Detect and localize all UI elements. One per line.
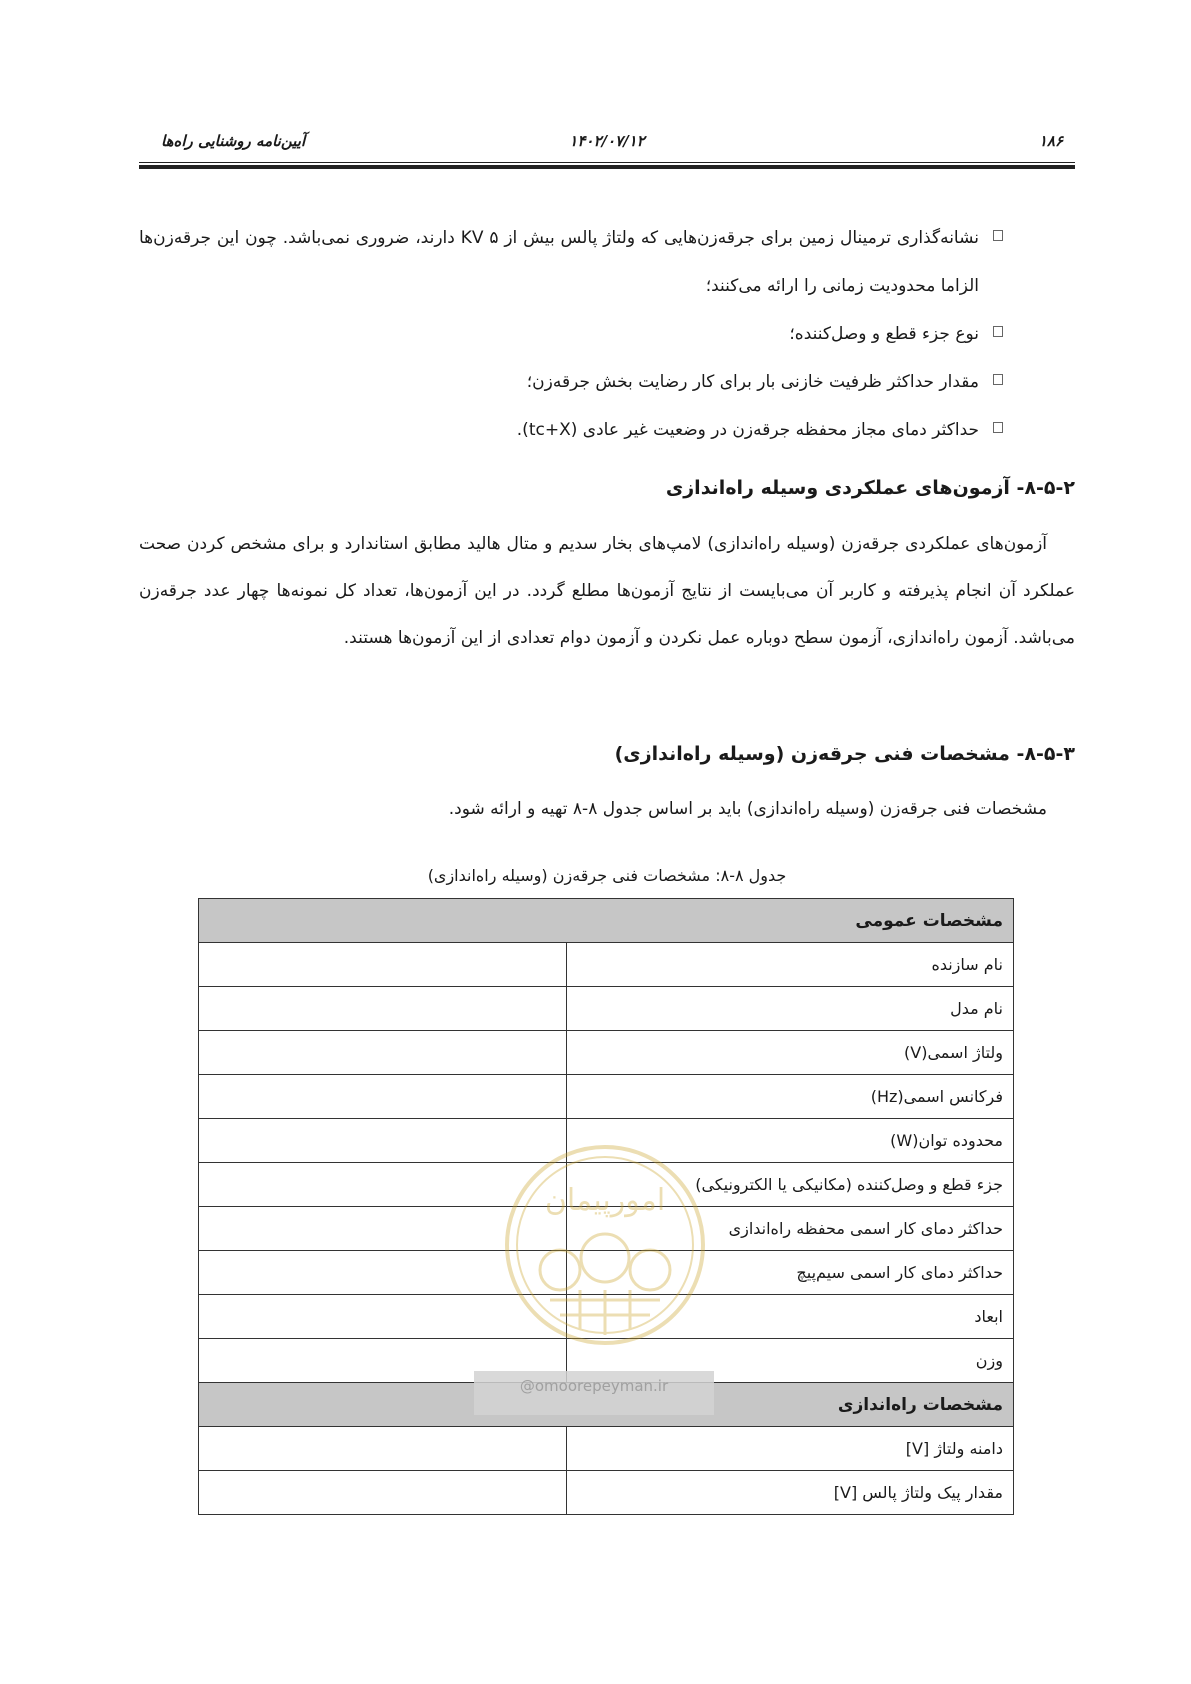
row-value-cell	[199, 1075, 567, 1119]
row-value-cell	[199, 1031, 567, 1075]
row-label: حداکثر دمای کار اسمی سیم‌پیچ	[566, 1251, 1013, 1295]
bullet-text: مقدار حداکثر ظرفیت خازنی بار برای کار رضایت بخش جرقه‌زن؛	[526, 372, 979, 392]
header-rule-thick	[139, 165, 1075, 169]
bullet-text: حداکثر دمای مجاز محفظه جرقه‌زن در وضعیت غیر عادی (tc+X).	[516, 420, 979, 440]
square-bullet-icon	[993, 374, 1003, 385]
row-label: نام سازنده	[566, 943, 1013, 987]
square-bullet-icon	[993, 230, 1003, 241]
row-value-cell	[199, 987, 567, 1031]
header-date: ۱۴۰۲/۰۷/۱۲	[569, 132, 645, 150]
list-item	[139, 406, 1003, 454]
square-bullet-icon	[993, 422, 1003, 433]
table-row	[199, 1295, 1014, 1339]
section-heading-performance-tests: ۸-۵-۲- آزمون‌های عملکردی وسیله راه‌اندازی	[665, 477, 1075, 499]
header-document-title: آیین‌نامه روشنایی راه‌ها	[161, 132, 306, 150]
table-row	[199, 1031, 1014, 1075]
row-label: جزء قطع و وصل‌کننده (مکانیکی یا الکترونیکی)	[566, 1163, 1013, 1207]
table-row	[199, 1075, 1014, 1119]
table-row	[199, 1251, 1014, 1295]
bullet-text: نوع جزء قطع و وصل‌کننده؛	[789, 324, 979, 344]
row-value-cell	[199, 943, 567, 987]
row-label: فرکانس اسمی(Hz)	[566, 1075, 1013, 1119]
row-value-cell	[199, 1251, 567, 1295]
header-page-number: ۱۸۶	[1038, 132, 1063, 150]
table-row	[199, 1471, 1014, 1515]
square-bullet-icon	[993, 326, 1003, 337]
spec-table	[198, 898, 1014, 1515]
list-item	[139, 214, 1003, 310]
bullet-list	[139, 214, 1003, 454]
list-item	[139, 358, 1003, 406]
page-header	[139, 128, 1075, 158]
table-row	[199, 1427, 1014, 1471]
table-section-row	[199, 1383, 1014, 1427]
row-value-cell	[199, 1207, 567, 1251]
header-rule-thin	[139, 162, 1075, 163]
row-value-cell	[199, 1295, 567, 1339]
section-paragraph-performance-tests: آزمون‌های عملکردی جرقه‌زن (وسیله راه‌اندازی) لامپ‌های بخار سدیم و متال هالید مطابق استاندارد و برای مشخص کردن صحت عملکرد آن انجام پذیرفته و کاربر آن می‌بایست از نتایج آزمون‌ها مطلع گردد. در این آزمون‌ها، تعداد کل نمونه‌ها چهار عدد جرقه‌زن می‌باشد. آزمون راه‌اندازی، آزمون سطح دوباره عمل نکردن و آزمون دوام تعدادی از این آزمون‌ها هستند.	[139, 534, 1075, 648]
table-section-row	[199, 899, 1014, 943]
row-value-cell	[199, 1339, 567, 1383]
table-row	[199, 987, 1014, 1031]
table-row	[199, 1207, 1014, 1251]
table-row	[199, 943, 1014, 987]
table-row	[199, 1119, 1014, 1163]
row-label: ابعاد	[566, 1295, 1013, 1339]
row-label: دامنه ولتاژ [V]	[566, 1427, 1013, 1471]
row-value-cell	[199, 1427, 567, 1471]
table-row	[199, 1339, 1014, 1383]
table-caption: جدول ۸-۸: مشخصات فنی جرقه‌زن (وسیله راه‌اندازی)	[427, 866, 787, 885]
row-label: نام مدل	[566, 987, 1013, 1031]
table-row	[199, 1163, 1014, 1207]
list-item	[139, 310, 1003, 358]
row-label: وزن	[566, 1339, 1013, 1383]
row-label: محدوده توان(W)	[566, 1119, 1013, 1163]
bullet-text: نشانه‌گذاری ترمینال زمین برای جرقه‌زن‌هایی که ولتاژ پالس بیش از KV ۵ دارند، ضروری نمی‌باشد. چون این جرقه‌زن‌ها الزاما محدودیت زمانی را ارائه می‌کنند؛	[139, 228, 980, 296]
row-label: حداکثر دمای کار اسمی محفظه راه‌اندازی	[566, 1207, 1013, 1251]
row-value-cell	[199, 1119, 567, 1163]
watermark-logo-text: امورپیمان	[544, 1183, 666, 1218]
row-label: ولتاژ اسمی(V)	[566, 1031, 1013, 1075]
watermark-url: @omoorepeyman.ir	[474, 1371, 714, 1415]
row-value-cell	[199, 1163, 567, 1207]
row-label: مقدار پیک ولتاژ پالس [V]	[566, 1471, 1013, 1515]
section-label-startup: مشخصات راه‌اندازی	[199, 1383, 1014, 1427]
row-value-cell	[199, 1471, 567, 1515]
section-paragraph-technical-specs: مشخصات فنی جرقه‌زن (وسیله راه‌اندازی) باید بر اساس جدول ۸-۸ تهیه و ارائه شود.	[448, 799, 1047, 819]
section-label-general: مشخصات عمومی	[199, 899, 1014, 943]
section-heading-technical-specs: ۸-۵-۳- مشخصات فنی جرقه‌زن (وسیله راه‌اندازی)	[614, 743, 1075, 765]
